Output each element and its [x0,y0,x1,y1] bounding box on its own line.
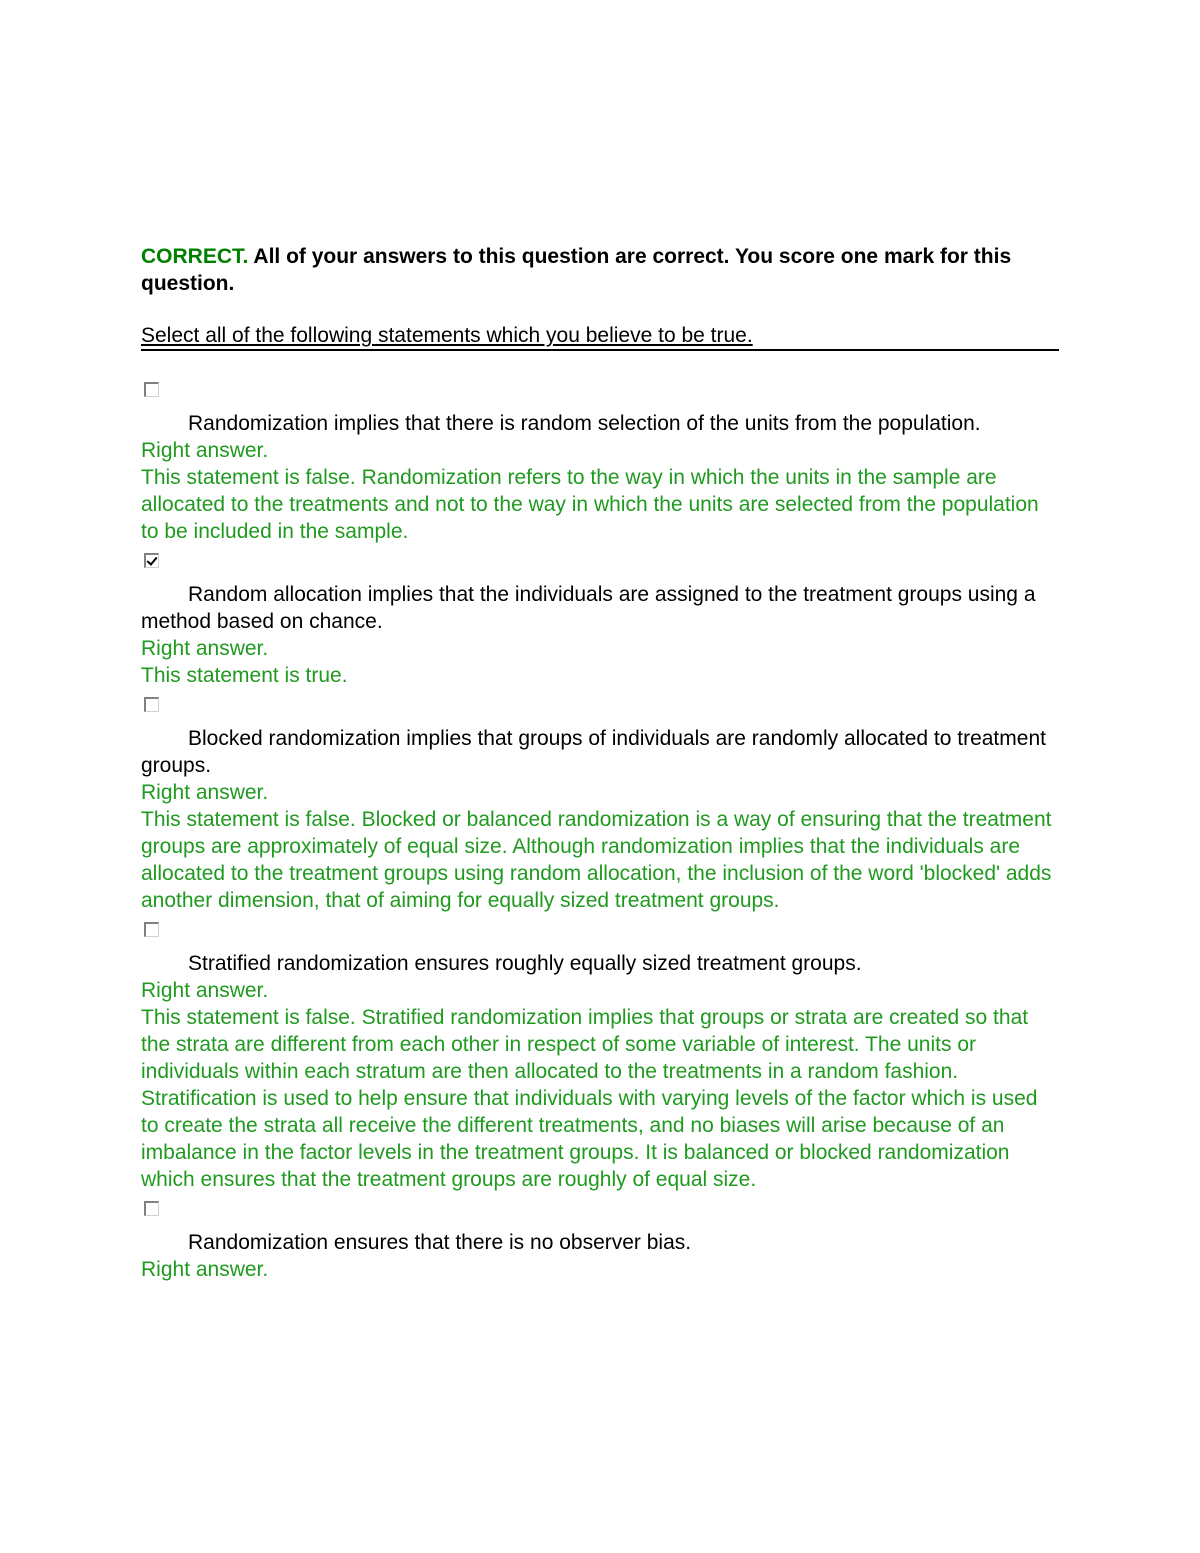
option-2-checkbox[interactable] [144,553,159,568]
option-1-statement: Randomization implies that there is random selection of the units from the population. [188,412,981,435]
option-2-explanation: This statement is true. [141,664,348,687]
option-3-statement: Blocked randomization implies that groups of individuals are randomly allocated to treatment groups. [141,727,1046,777]
option-5-checkbox[interactable] [144,1201,159,1216]
option-4-statement: Stratified randomization ensures roughly equally sized treatment groups. [188,952,862,975]
option-5 [141,1201,1059,1283]
option-4-explanation: This statement is false. Stratified randomization implies that groups or strata are created so that the strata are different from each other in respect of some variable of interest. The units or individuals within each stratum are then allocated to the treatments in a random fashion. Stratification is used to help ensure that individuals with varying levels of the factor which is used to create the strata all receive the different treatments, and no biases will arise because of an imbalance in the factor levels in the treatment groups. It is balanced or blocked randomization which ensures that the treatment groups are roughly of equal size. [141,1006,1038,1191]
option-1-result: Right answer. [141,439,269,462]
option-3-explanation: This statement is false. Blocked or balanced randomization is a way of ensuring that the treatment groups are approximately of equal size. Although randomization implies that the individuals are allocated to the treatment groups using random allocation, the inclusion of the word 'blocked' adds another dimension, that of aiming for equally sized treatment groups. [141,808,1052,912]
option-1-checkbox[interactable] [144,382,159,397]
option-3 [141,697,1059,914]
option-4 [141,922,1059,1193]
status-word: CORRECT. [141,245,249,268]
option-1-explanation: This statement is false. Randomization refers to the way in which the units in the sample are allocated to the treatments and not to the way in which the units are selected from the population to be included in the sample. [141,466,1039,543]
option-4-checkbox[interactable] [144,922,159,937]
option-5-result: Right answer. [141,1258,269,1281]
option-2-result: Right answer. [141,637,269,660]
status-message: All of your answers to this question are correct. You score one mark for this question. [141,245,1012,295]
option-3-checkbox[interactable] [144,697,159,712]
question-instruction: Select all of the following statements which you believe to be true. [141,323,1059,351]
option-2 [141,553,1059,689]
option-3-result: Right answer. [141,781,269,804]
option-5-statement: Randomization ensures that there is no observer bias. [188,1231,692,1254]
question-feedback-page [141,243,1059,1283]
option-4-result: Right answer. [141,979,269,1002]
option-1 [141,382,1059,545]
status-line [141,243,1059,297]
option-2-statement: Random allocation implies that the individuals are assigned to the treatment groups using a method based on chance. [141,583,1036,633]
